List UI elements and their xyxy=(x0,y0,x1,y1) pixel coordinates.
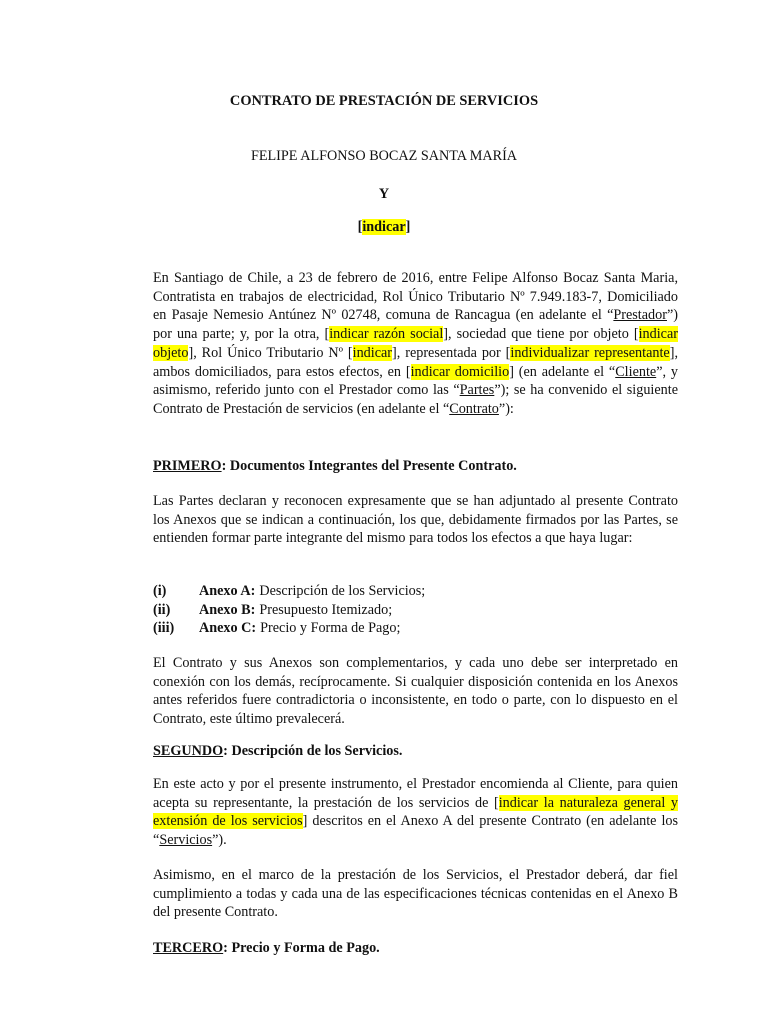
paragraph-text: ”). xyxy=(212,832,227,849)
annex-label: Anexo B: xyxy=(199,601,256,618)
paragraph-partes: Las Partes declaran y reconocen expresamente que se han adjuntado al presente Contrato los Anexos que se indican a continuación, los que, debidamente firmados por las Partes, se entienden formar parte integrante del mismo para todos los efectos a que haya lugar: xyxy=(153,493,678,547)
highlighted-placeholder: indicar xyxy=(362,219,406,235)
defined-term-partes: Partes xyxy=(459,382,495,399)
highlighted-placeholder: indicar domicilio xyxy=(410,363,510,380)
paragraph-text: ] descritos en el Anexo A del presente Contrato (en adelante los “ xyxy=(153,813,679,849)
annex-item xyxy=(153,601,425,620)
paragraph-acto xyxy=(153,775,678,850)
highlighted-placeholder: indicar la naturaleza general y extensión de los servicios xyxy=(153,794,679,830)
defined-term-servicios: Servicios xyxy=(159,832,213,849)
defined-term-prestador: Prestador xyxy=(613,307,667,324)
party-two-placeholder xyxy=(0,219,768,236)
annex-description: Presupuesto Itemizado; xyxy=(259,601,393,618)
annex-list xyxy=(153,582,425,638)
highlighted-placeholder: indicar razón social xyxy=(329,326,444,343)
highlighted-placeholder: indicar xyxy=(352,344,393,361)
paragraph-text: En este acto y por el presente instrumento, el Prestador encomienda al Cliente, para quien acepta su representante, la prestación de los servicios de [ xyxy=(153,776,678,811)
section-title: : Descripción de los Servicios. xyxy=(223,743,403,759)
intro-text: ], representada por [ xyxy=(392,344,511,361)
annex-number: (i) xyxy=(153,583,167,599)
contract-title: CONTRATO DE PRESTACIÓN DE SERVICIOS xyxy=(229,93,539,109)
bracket-close: ] xyxy=(405,219,411,235)
bracket-open: [ xyxy=(357,219,363,235)
intro-text: ”, y asimismo, referido junto con el Prestador como las “ xyxy=(153,363,678,399)
intro-text: En Santiago de Chile, a 23 de febrero de 2016, entre Felipe Alfonso Bocaz Santa Maria, Contratista en trabajos de electricidad, Rol Único Tributario Nº 7.949.183-7, Domiciliado en Pasaje Nemesio Antúnez Nº 02748, comuna de Rancagua (en adelante el “ xyxy=(153,270,678,324)
annex-item xyxy=(153,619,425,638)
annex-description: Descripción de los Servicios; xyxy=(259,583,426,599)
annex-label: Anexo C: xyxy=(199,620,257,636)
intro-paragraph xyxy=(153,269,678,419)
paragraph-asimismo: Asimismo, en el marco de la prestación de los Servicios, el Prestador deberá, dar fiel cumplimiento a todas y cada una de las especificaciones técnicas contenidas en el Anexo B del presente Contrato. xyxy=(153,867,678,921)
section-label: PRIMERO xyxy=(153,458,222,474)
highlighted-placeholder: indicar objeto xyxy=(153,326,678,361)
intro-text: ”): xyxy=(498,400,514,417)
section-heading-tercero xyxy=(153,939,678,958)
annex-number: (iii) xyxy=(153,620,175,636)
intro-text: ”) por una parte; y, por la otra, [ xyxy=(153,307,678,343)
defined-term-cliente: Cliente xyxy=(615,363,657,380)
paragraph-contrato: El Contrato y sus Anexos son complementarios, y cada uno debe ser interpretado en conexión con los demás, recíprocamente. Si cualquier disposición contenida en los Anexos antes referidos fuere contradictoria o inconsistente, en todo o parte, con lo dispuesto en el Contrato, este último prevalecerá. xyxy=(153,655,678,728)
annex-item xyxy=(153,582,425,601)
section-title: : Documentos Integrantes del Presente Contrato. xyxy=(221,458,517,474)
section-heading-primero xyxy=(153,457,678,476)
intro-text: ], sociedad que tiene por objeto [ xyxy=(443,326,639,343)
conjunction: Y xyxy=(378,186,390,202)
section-label: SEGUNDO xyxy=(153,743,224,759)
defined-term-contrato: Contrato xyxy=(449,400,499,417)
intro-text: ], Rol Único Tributario Nº [ xyxy=(188,344,353,361)
section-title: : Precio y Forma de Pago. xyxy=(223,940,380,956)
intro-text: ], ambos domiciliados, para estos efectos, en [ xyxy=(153,344,678,380)
intro-text: ”); se ha convenido el siguiente Contrato de Prestación de servicios (en adelante el “ xyxy=(153,382,679,417)
section-label: TERCERO xyxy=(153,940,224,956)
intro-text: ] (en adelante el “ xyxy=(509,363,616,380)
annex-description: Precio y Forma de Pago; xyxy=(260,620,401,636)
section-heading-segundo xyxy=(153,742,678,761)
highlighted-placeholder: individualizar representante xyxy=(510,344,670,361)
party-one-name: FELIPE ALFONSO BOCAZ SANTA MARÍA xyxy=(250,148,518,164)
annex-number: (ii) xyxy=(153,601,171,618)
annex-label: Anexo A: xyxy=(199,583,256,599)
